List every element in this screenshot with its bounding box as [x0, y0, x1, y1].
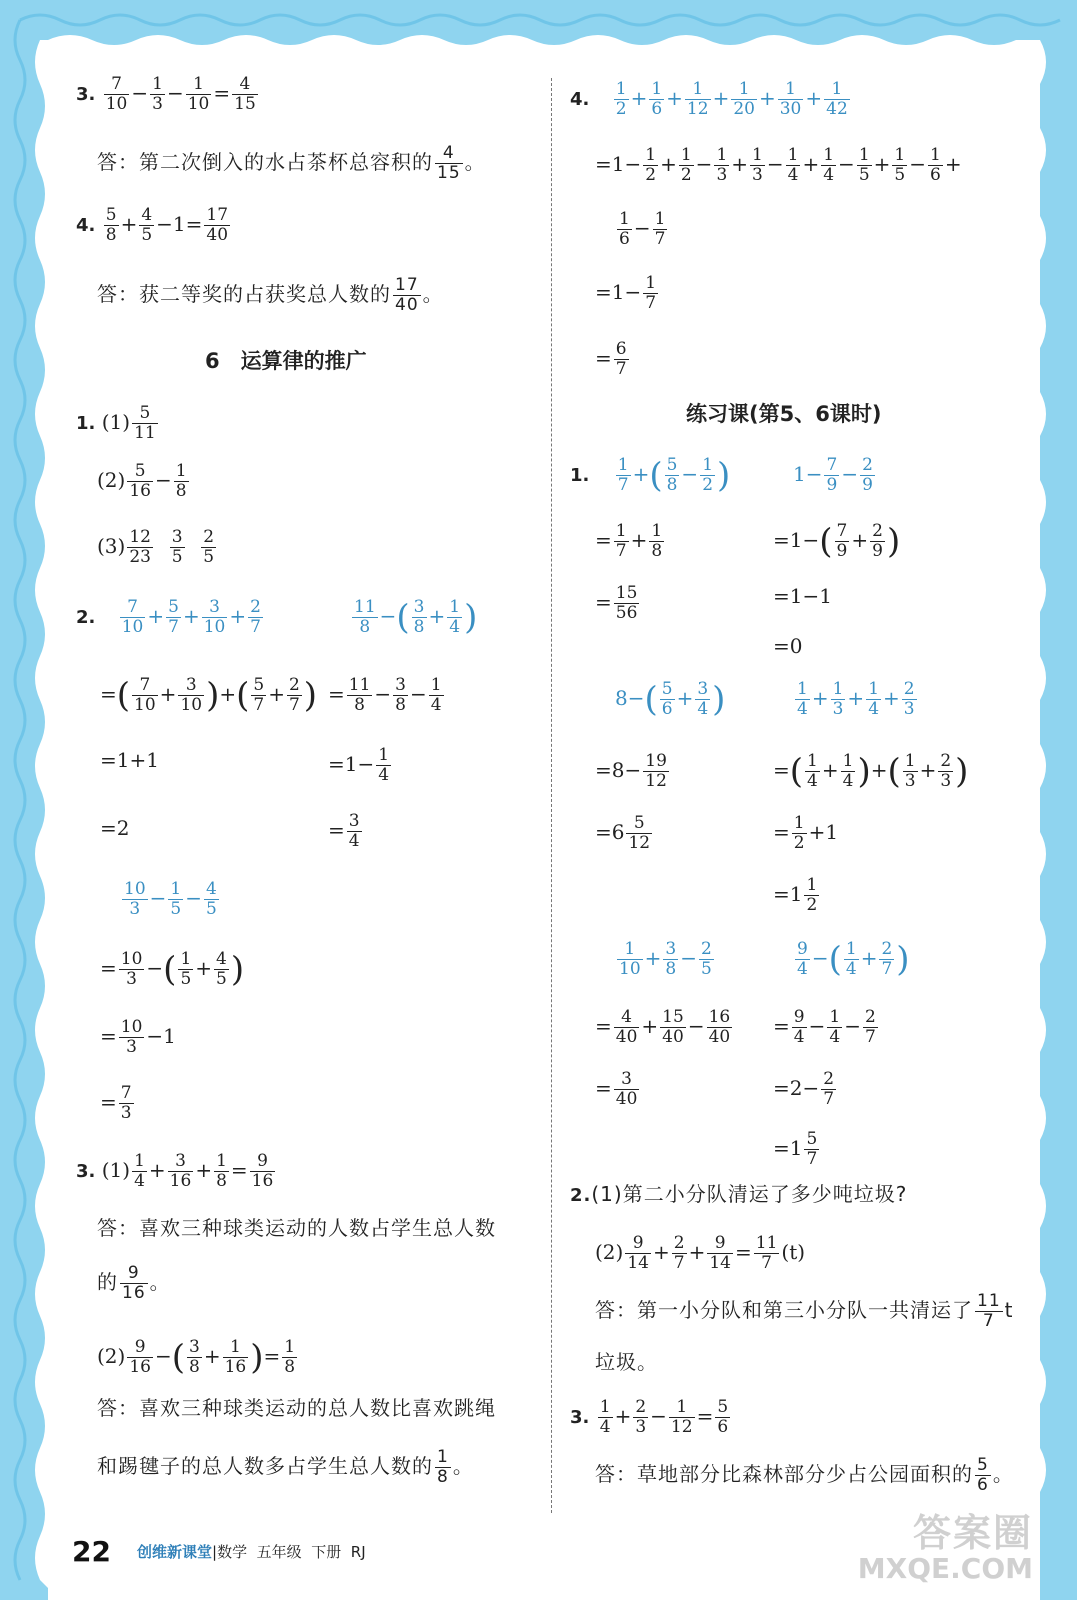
right-r2-answer-a: 答：第一小分队和第三小分队一共清运了 $\frac{11}{7}$ t	[595, 1291, 1014, 1331]
page-number: 22	[72, 1535, 111, 1568]
right-r1-b-step1: =1−( $\frac{7}{9}$ + $\frac{2}{9}$ )	[773, 521, 901, 562]
left-s1-p3: (3) $\frac{12}{23}$ $\frac{3}{5}$ $\frac{2}{5}$	[97, 527, 215, 567]
left-s2-b-step1: = $\frac{11}{8}$ − $\frac{3}{8}$ − $\frac{1}{4}$	[328, 675, 442, 715]
column-divider	[551, 78, 552, 1513]
left-s3-answer1a: 答：喜欢三种球类运动的人数占学生总人数	[97, 1216, 496, 1240]
left-q3-equation: 3. $\frac{7}{10}$ − $\frac{1}{3}$ − $\frac{1}{10}$ = $\frac{4}{15}$	[76, 74, 256, 114]
question-number: 3.	[76, 84, 96, 105]
right-r3-equation: 3. $\frac{1}{4}$ + $\frac{2}{3}$ − $\frac{1}{12}$ = $\frac{5}{6}$	[570, 1397, 729, 1437]
right-r1-e-step1: = $\frac{4}{40}$ + $\frac{15}{40}$ − $\frac{16}{40}$	[595, 1007, 731, 1047]
left-s3-answer2b: 和踢毽子的总人数多占学生总人数的 $\frac{1}{8}$ 。	[97, 1447, 474, 1487]
right-r1-d-step1: =( $\frac{1}{4}$ + $\frac{1}{4}$ )+( $\frac{1}{3}$ + $\frac{2}{3}$ )	[773, 751, 969, 792]
right-q4-step2: =1− $\frac{1}{7}$	[595, 273, 657, 313]
left-s2-b-step3: = $\frac{3}{4}$	[328, 811, 360, 851]
right-q4-problem: 4. $\frac{1}{2}$ + $\frac{1}{6}$ + $\frac{1}{12}$ + $\frac{1}{20}$ + $\frac{1}{30}$ + $\frac{1}{42}$	[570, 79, 848, 119]
section-title: 6 运算律的推广	[205, 349, 367, 373]
right-r3-answer: 答：草地部分比森林部分少占公园面积的 $\frac{5}{6}$ 。	[595, 1455, 1014, 1495]
left-s1-p1: 1. (1) $\frac{5}{11}$	[76, 403, 156, 443]
left-s2-problem-a: 2. $\frac{7}{10}$ + $\frac{5}{7}$ + $\frac{3}{10}$ + $\frac{2}{7}$	[76, 597, 261, 637]
left-s2-c-step1: = $\frac{10}{3}$ −( $\frac{1}{5}$ + $\frac{4}{5}$ )	[100, 949, 245, 990]
right-r1-b-step3: =0	[773, 634, 803, 658]
right-r2-answer-b: 垃圾。	[595, 1350, 658, 1374]
left-s2-c-step2: = $\frac{10}{3}$ −1	[100, 1017, 176, 1057]
left-q3-answer: 答：第二次倒入的水占茶杯总容积的 $\frac{4}{15}$ 。	[97, 143, 486, 183]
right-r1-d-step2: = $\frac{1}{2}$ +1	[773, 813, 839, 853]
watermark: 答案圈 MXQE.COM	[857, 1511, 1033, 1585]
right-r1-d-step3: =1 $\frac{1}{2}$	[773, 875, 818, 915]
right-r1-e-step2: = $\frac{3}{40}$	[595, 1069, 638, 1109]
right-r1-c-step1: =8− $\frac{19}{12}$	[595, 751, 667, 791]
footer-info: 创维新课堂|数学 五年级 下册 RJ	[137, 1543, 366, 1561]
right-r1-b-step2: =1−1	[773, 584, 832, 608]
left-q4-answer: 答：获二等奖的占获奖总人数的 $\frac{17}{40}$ 。	[97, 275, 444, 315]
right-q4-step3: = $\frac{6}{7}$	[595, 339, 627, 379]
left-s2-b-step2: =1− $\frac{1}{4}$	[328, 745, 390, 785]
left-q4-equation: 4. $\frac{5}{8}$ + $\frac{4}{5}$ −1= $\frac{17}{40}$	[76, 205, 229, 245]
right-r2-p1: 2.(1)第二小分队清运了多少吨垃圾?	[570, 1182, 908, 1206]
left-s2-problem-c: $\frac{10}{3}$ − $\frac{1}{5}$ − $\frac{4}{5}$	[124, 879, 217, 919]
right-r1-problem-d: $\frac{1}{4}$ + $\frac{1}{3}$ + $\frac{1}{4}$ + $\frac{2}{3}$	[797, 679, 915, 719]
right-r1-f-step3: =1 $\frac{5}{7}$	[773, 1129, 818, 1169]
left-s2-a-step3: =2	[100, 816, 130, 840]
right-r1-problem-e: $\frac{1}{10}$ + $\frac{3}{8}$ − $\frac{2}{5}$	[619, 939, 712, 979]
left-s1-p2: (2) $\frac{5}{16}$ − $\frac{1}{8}$	[97, 461, 187, 501]
right-r1-f-step1: = $\frac{9}{4}$ − $\frac{1}{4}$ − $\frac{2}{7}$	[773, 1007, 876, 1047]
right-q4-step1: =1− $\frac{1}{2}$ + $\frac{1}{2}$ − $\frac{1}{3}$ + $\frac{1}{3}$ − $\frac{1}{4}$ + $\frac{1}{4}$ − $\frac{1}{5}$ + $\frac{1}{5}$ − $\frac{1}{6}$ +	[595, 145, 962, 185]
left-s2-a-step2: =1+1	[100, 748, 159, 772]
right-r1-c-step2: =6 $\frac{5}{12}$	[595, 813, 651, 853]
right-r1-problem-a: 1. $\frac{1}{7}$ +( $\frac{5}{8}$ − $\frac{1}{2}$ )	[570, 455, 731, 496]
left-s3-p2: (2) $\frac{9}{16}$ −( $\frac{3}{8}$ + $\frac{1}{16}$ )= $\frac{1}{8}$	[97, 1337, 296, 1378]
lesson-title: 练习课(第5、6课时)	[686, 402, 882, 426]
left-s2-problem-b: $\frac{11}{8}$ −( $\frac{3}{8}$ + $\frac{1}{4}$ )	[354, 597, 478, 638]
left-s3-p1: 3. (1) $\frac{1}{4}$ + $\frac{3}{16}$ + $\frac{1}{8}$ = $\frac{9}{16}$	[76, 1151, 274, 1191]
right-r1-problem-b: 1− $\frac{7}{9}$ − $\frac{2}{9}$	[793, 455, 873, 495]
right-q4-step1-cont: $\frac{1}{6}$ − $\frac{1}{7}$	[619, 209, 666, 249]
left-s3-answer2a: 答：喜欢三种球类运动的总人数比喜欢跳绳	[97, 1396, 496, 1420]
left-s2-c-step3: = $\frac{7}{3}$	[100, 1083, 132, 1123]
right-r1-a-step1: = $\frac{1}{7}$ + $\frac{1}{8}$	[595, 521, 663, 561]
right-r1-f-step2: =2− $\frac{2}{7}$	[773, 1069, 835, 1109]
right-r1-problem-c: 8−( $\frac{5}{6}$ + $\frac{3}{4}$ )	[615, 679, 726, 720]
left-s3-answer1b: 的 $\frac{9}{16}$ 。	[97, 1263, 171, 1303]
right-r1-problem-f: $\frac{9}{4}$ −( $\frac{1}{4}$ + $\frac{2}{7}$ )	[797, 939, 910, 980]
left-s2-a-step1: =( $\frac{7}{10}$ + $\frac{3}{10}$ )+( $\frac{5}{7}$ + $\frac{2}{7}$ )	[100, 675, 318, 716]
right-r2-p2: (2) $\frac{9}{14}$ + $\frac{2}{7}$ + $\frac{9}{14}$ = $\frac{11}{7}$ (t)	[595, 1233, 806, 1273]
right-r1-a-step2: = $\frac{15}{56}$	[595, 583, 638, 623]
